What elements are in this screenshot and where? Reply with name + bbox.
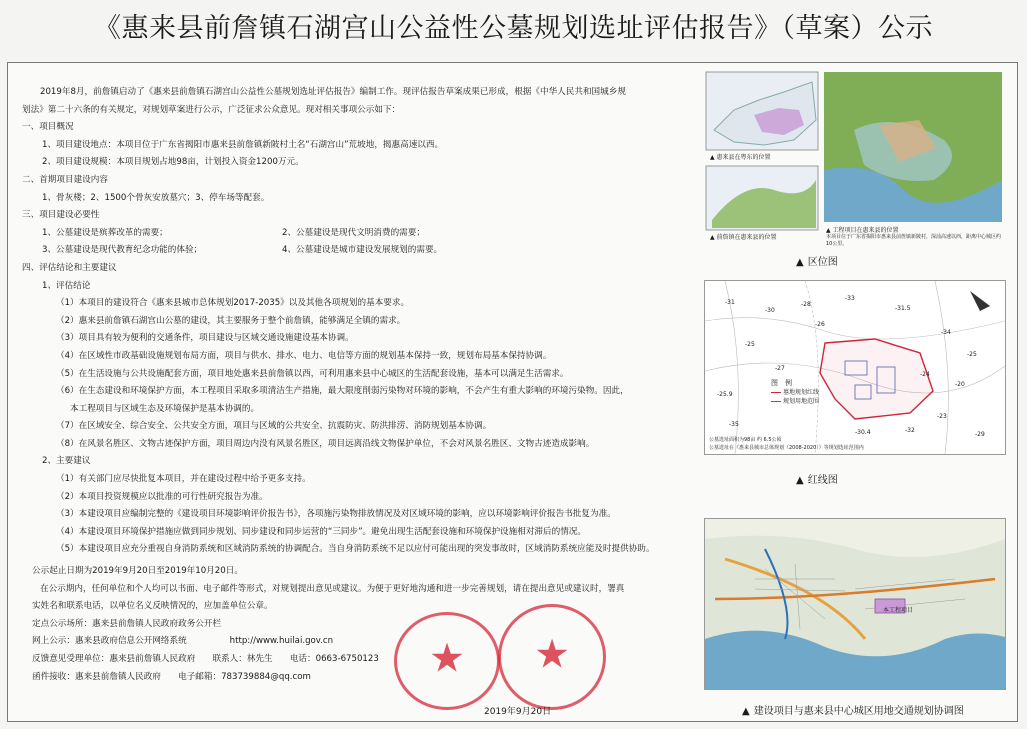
section-heading: 四、评估结论和主要建议 bbox=[22, 262, 117, 273]
page-title: 《惠来县前詹镇石湖宫山公益性公墓规划选址评估报告》（草案）公示 bbox=[94, 13, 933, 44]
redline-map-figure bbox=[704, 280, 1006, 455]
email-contact: 函件接收：惠来县前詹镇人民政府 电子邮箱：783739884@qq.com bbox=[32, 671, 311, 682]
elevation-label: -25 bbox=[745, 341, 755, 348]
section-heading: 一、项目概况 bbox=[22, 122, 74, 133]
map-legend bbox=[771, 379, 825, 406]
suggestion-item: （1）有关部门应尽快批复本项目，并在建设过程中给予更多支持。 bbox=[56, 474, 311, 485]
conclusion-item: （5）在生活设施与公共设施配套方面，项目地处惠来县前詹镇以西，可利用惠来县中心城区的生活配套设施，基本可以满足生活需求。 bbox=[56, 368, 569, 379]
redline-note: 公墓选址面积为98亩 约 6.5公顷 bbox=[709, 437, 782, 443]
subsection-heading: 2、主要建议 bbox=[42, 456, 91, 467]
elevation-label: -24 bbox=[920, 371, 930, 378]
list-item: 1、骨灰楼；2、1500个骨灰安放墓穴；3、停车场等配套。 bbox=[42, 192, 270, 203]
notice-date: 2019年9月20日 bbox=[484, 707, 552, 717]
legend-title: 图 例 bbox=[771, 379, 792, 387]
location-subcaption: ▲ 前詹镇在惠来县的位置 bbox=[710, 234, 777, 241]
conclusion-item: （8）在风景名胜区、文物古迹保护方面，项目周边内没有风景名胜区，项目远离沿线文物保护单位，不会对风景名胜区、文物古迹造成影响。 bbox=[56, 438, 595, 449]
suggestion-item: （5）本建设项目应充分重视自身消防系统和区域消防系统的协调配合。当自身消防系统不足以应付可能出现的突发事故时，区域消防系统应能及时提供协助。 bbox=[56, 544, 655, 555]
list-item: 2、公墓建设是现代文明消费的需要； bbox=[282, 227, 425, 238]
elevation-label: -32 bbox=[905, 427, 915, 434]
conclusion-item: （6）在生态建设和环境保护方面，本工程项目采取多项清洁生产措施，最大限度削弱污染物对环境的影响，不会产生有重大影响的环境污染物。因此， bbox=[56, 386, 629, 397]
conclusion-item: （1）本项目的建设符合《惠来县城市总体规划2017-2035》以及其他各项规划的基本要求。 bbox=[56, 298, 410, 309]
triangle-icon: ▲ bbox=[796, 475, 804, 486]
conclusion-item: 本工程项目与区域生态及环境保护是基本协调的。 bbox=[70, 403, 260, 414]
official-seal bbox=[498, 604, 606, 710]
elevation-label: -30.4 bbox=[855, 429, 871, 436]
traffic-map-caption: ▲ 建设项目与惠来县中心城区用地交通规划协调图 bbox=[742, 706, 964, 717]
location-note: 本项目位于广东省揭阳市惠来县前詹镇新陂村，深汕高速以西，距离中心城区约10公里。 bbox=[826, 234, 1002, 247]
conclusion-item: （2）惠来县前詹镇石湖宫山公墓的建设，其主要服务于整个前詹镇，能够满足全镇的需求。 bbox=[56, 315, 406, 326]
notice-paragraph: 在公示期内，任何单位和个人均可以书面、电子邮件等形式，对规划提出意见或建议。为便于更好地沟通和进一步完善规划，请在提出意见或建议时，署真 bbox=[40, 583, 625, 594]
online-posting: 网上公示：惠来县政府信息公开网络系统 http://www.huilai.gov.cn bbox=[32, 636, 334, 647]
redline-note: 公墓选址在《惠来县城市总体规划（2008-2020）》等规划选址范围内 bbox=[709, 445, 864, 451]
triangle-icon: ▲ bbox=[742, 706, 750, 717]
conclusion-item: （7）在区域安全、综合安全、公共安全方面，项目与区域的公共安全、抗震防灾、防洪排涝、消防规划基本协调。 bbox=[56, 421, 492, 432]
elevation-label: -31.5 bbox=[895, 305, 911, 312]
elevation-label: -29 bbox=[975, 431, 985, 438]
seal-star-icon: ★ bbox=[534, 631, 570, 678]
triangle-icon: ▲ bbox=[710, 154, 715, 161]
list-item: 3、公墓建设是现代教育纪念功能的体验； bbox=[42, 245, 203, 256]
redline-swatch bbox=[771, 392, 781, 393]
location-map-caption: ▲ 区位图 bbox=[796, 257, 838, 268]
legend-item: 规划用地范围 bbox=[771, 397, 825, 406]
official-seal bbox=[394, 612, 500, 710]
project-label: 本工程项目 bbox=[883, 607, 914, 614]
elevation-label: -23 bbox=[937, 413, 947, 420]
location-subcaption: ▲ 惠来县在粤东的位置 bbox=[710, 154, 771, 161]
body-text bbox=[22, 84, 697, 686]
elevation-label: -31 bbox=[725, 299, 735, 306]
triangle-icon: ▲ bbox=[710, 234, 715, 241]
intro-line: 划法》第二十六条的有关规定，对规划草案进行公示，广泛征求公众意见。现对相关事项公示如下： bbox=[22, 104, 401, 115]
legend-item: 墓地规划红线 bbox=[771, 388, 825, 397]
conclusion-item: （3）项目具有较为便利的交通条件，项目建设与区域交通设施建设基本协调。 bbox=[56, 333, 354, 344]
posting-place: 定点公示场所：惠来县前詹镇人民政府政务公开栏 bbox=[32, 618, 222, 629]
list-row bbox=[22, 242, 697, 260]
redline-map-caption: ▲ 红线图 bbox=[796, 475, 838, 486]
publication-period: 公示起止日期为2019年9月20日至2019年10月20日。 bbox=[32, 566, 243, 577]
suggestion-item: （4）本建设项目环境保护措施应做到同步规划、同步建设和同步运营的“三同步”。避免出现生活配套设施和环境保护设施相对滞后的情况。 bbox=[56, 526, 586, 537]
elevation-label: -35 bbox=[729, 421, 739, 428]
traffic-map bbox=[705, 519, 1005, 689]
boundary-swatch bbox=[771, 401, 781, 402]
feedback-contact: 反馈意见受理单位：惠来县前詹镇人民政府 联系人：林先生 电话：0663-6750123 bbox=[32, 654, 379, 664]
conclusion-item: （4）在区域性市政基础设施规划布局方面，项目与供水、排水、电力、电信等方面的规划基本保持一致，规划布局基本保持协调。 bbox=[56, 350, 552, 361]
list-item: 1、公墓建设是殡葬改革的需要； bbox=[42, 227, 168, 238]
elevation-label: -26 bbox=[815, 321, 825, 328]
list-item: 1、项目建设地点：本项目位于广东省揭阳市惠来县前詹镇新陂村土名“石湖宫山”荒坡地，揭惠高速以西。 bbox=[42, 139, 444, 150]
suggestion-item: （3）本建设项目应编制完整的《建设项目环境影响评价报告书》，各项施污染物排放情况及对区域环境的影响，应以环境影响评价报告书批复为准。 bbox=[56, 509, 616, 520]
traffic-map-figure bbox=[704, 518, 1006, 690]
subsection-heading: 1、评估结论 bbox=[42, 280, 91, 291]
elevation-label: -27 bbox=[775, 365, 785, 372]
elevation-label: -33 bbox=[845, 295, 855, 302]
list-item: 2、项目建设规模：本项目规划占地98亩，计划投入资金1200万元。 bbox=[42, 157, 304, 168]
elevation-label: -34 bbox=[941, 329, 951, 336]
elevation-label: -30 bbox=[765, 307, 775, 314]
location-map-figure bbox=[704, 70, 1004, 250]
notice-paragraph: 实姓名和联系电话，以单位名义反映情况的，应加盖单位公章。 bbox=[32, 601, 273, 612]
triangle-icon: ▲ bbox=[826, 227, 831, 234]
elevation-label: -25.9 bbox=[717, 391, 733, 398]
elevation-label: -20 bbox=[955, 381, 965, 388]
elevation-label: -25 bbox=[967, 351, 977, 358]
location-subcaption: ▲ 工程项目在惠来县的位置 bbox=[826, 227, 899, 234]
list-item: 4、公墓建设是城市建设发展规划的需要。 bbox=[282, 245, 443, 256]
section-heading: 二、首期项目建设内容 bbox=[22, 174, 108, 185]
seal-star-icon: ★ bbox=[429, 635, 465, 682]
triangle-icon: ▲ bbox=[796, 257, 804, 268]
intro-line: 2019年8月，前詹镇启动了《惠来县前詹镇石湖宫山公益性公墓规划选址评估报告》编制工作。现评估报告草案成果已形成，根据《中华人民共和国城乡规 bbox=[40, 87, 626, 97]
section-heading: 三、项目建设必要性 bbox=[22, 210, 100, 221]
elevation-label: -28 bbox=[801, 301, 811, 308]
suggestion-item: （2）本项目投资规模应以批准的可行性研究报告为准。 bbox=[56, 491, 268, 502]
list-row bbox=[22, 225, 697, 243]
